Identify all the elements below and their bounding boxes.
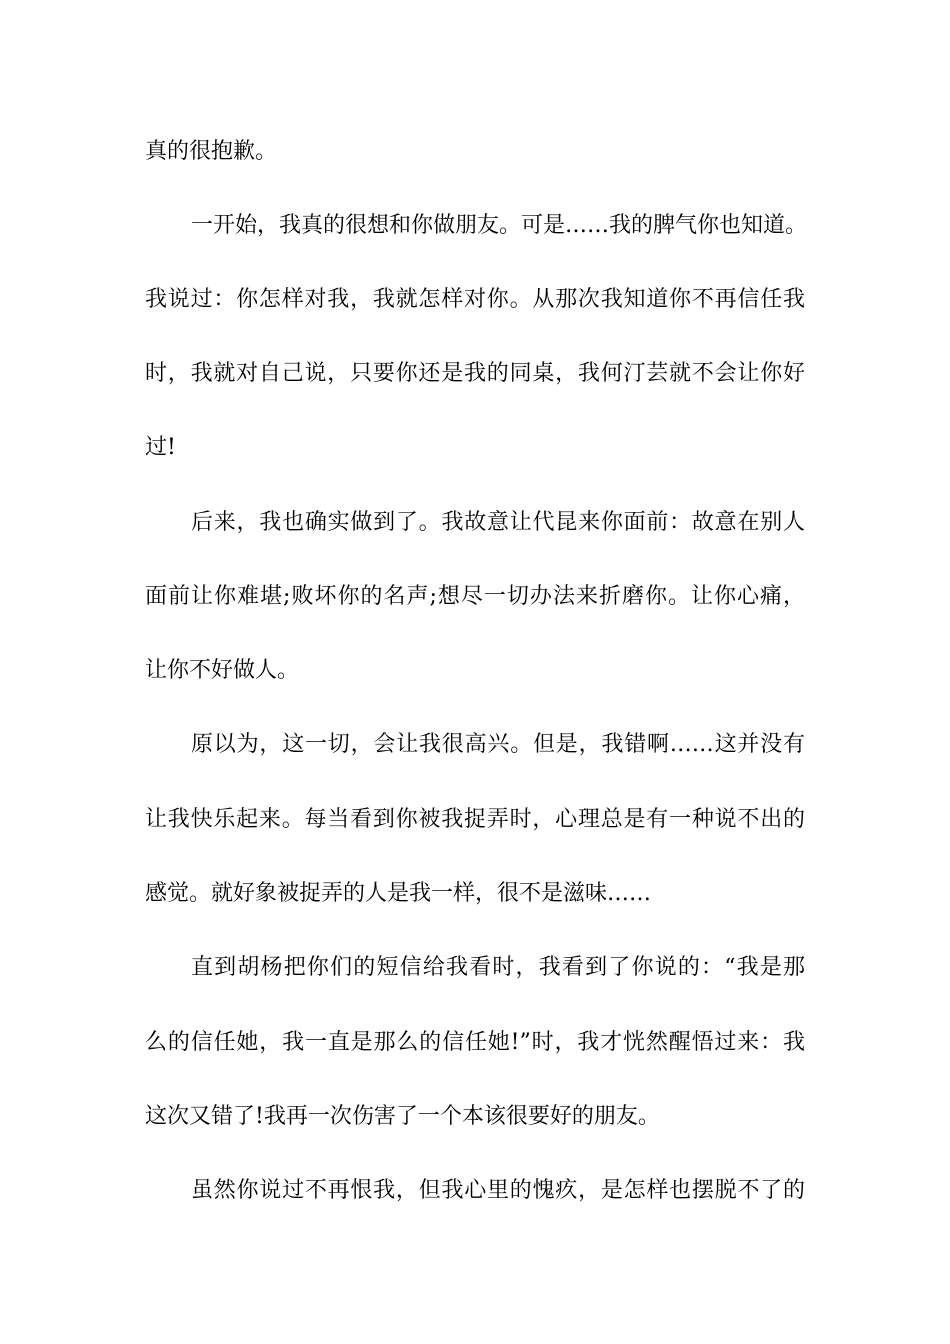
- text-line: [0, 874, 950, 914]
- text-line: [0, 354, 950, 394]
- text-line: [0, 132, 950, 172]
- text-line: [0, 577, 950, 617]
- paragraph-first-line: [0, 1171, 950, 1211]
- paragraph-first-line: [0, 503, 950, 543]
- text-line-content: 让你不好做人。: [145, 658, 300, 683]
- text-line-content: 我说过：你怎样对我，我就怎样对你。从那次我知道你不再信任我: [145, 287, 805, 312]
- text-line: [0, 428, 950, 468]
- text-line-content: 面前让你难堪;败坏你的名声;想尽一切办法来折磨你。让你心痛，: [145, 584, 805, 609]
- paragraph-first-line: [0, 948, 950, 988]
- text-line: [0, 651, 950, 691]
- text-line-content: 一开始，我真的很想和你做朋友。可是……我的脾气你也知道。: [191, 213, 808, 238]
- text-line-content: 这次又错了!我再一次伤害了一个本该很要好的朋友。: [145, 1104, 660, 1129]
- text-line-content: 虽然你说过不再恨我，但我心里的愧疚，是怎样也摆脱不了的: [191, 1178, 805, 1203]
- text-line-content: 原以为，这一切，会让我很高兴。但是，我错啊……这并没有: [191, 732, 805, 757]
- text-line-content: 么的信任她，我一直是那么的信任她!”时，我才恍然醒悟过来：我: [145, 1030, 805, 1055]
- text-line: [0, 800, 950, 840]
- text-line: [0, 1023, 950, 1063]
- paragraph-first-line: [0, 725, 950, 765]
- text-line: [0, 280, 950, 320]
- text-line-content: 真的很抱歉。: [145, 139, 278, 164]
- text-line-content: 过!: [145, 435, 176, 460]
- text-line-content: 感觉。就好象被捉弄的人是我一样，很不是滋味……: [145, 881, 652, 906]
- text-line-content: 后来，我也确实做到了。我故意让代昆来你面前：故意在别人: [191, 510, 805, 535]
- paragraph-first-line: [0, 206, 950, 246]
- text-line-content: 时，我就对自己说，只要你还是我的同桌，我何汀芸就不会让你好: [145, 361, 805, 386]
- text-line: [0, 1097, 950, 1137]
- text-line-content: 让我快乐起来。每当看到你被我捉弄时，心理总是有一种说不出的: [145, 807, 805, 832]
- text-line-content: 直到胡杨把你们的短信给我看时，我看到了你说的：“我是那: [191, 955, 805, 980]
